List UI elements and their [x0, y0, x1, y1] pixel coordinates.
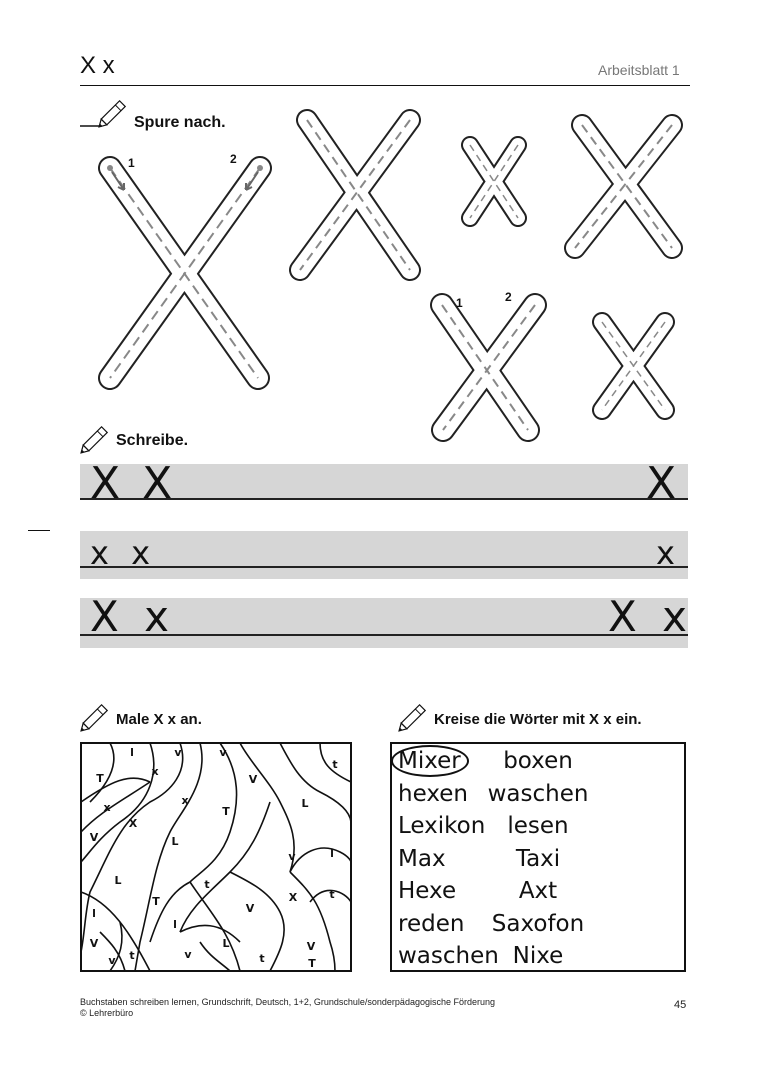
pencil-icon — [396, 700, 430, 732]
coloring-letter: T — [152, 895, 160, 908]
coloring-letter: v — [219, 746, 227, 759]
writing-line-3-sample: X x — [90, 592, 175, 641]
writing-line-band — [80, 531, 688, 579]
trace-letter-big-x — [107, 165, 263, 378]
writing-line-1-sample: X X — [90, 458, 177, 509]
word-item[interactable]: Lexikon — [398, 813, 486, 839]
write-instruction: Schreibe. — [116, 432, 189, 449]
coloring-letter: L — [301, 797, 309, 810]
writing-line-2-sample: x x — [90, 534, 157, 572]
circle-words-instruction: Kreise die Wörter mit X x ein. — [434, 711, 642, 728]
coloring-letter: X — [128, 817, 138, 830]
trace-letter-small-x — [470, 145, 518, 218]
trace-letter-lower-x — [442, 305, 535, 430]
coloring-letter: x — [181, 794, 189, 807]
coloring-letter: t — [204, 878, 210, 891]
pencil-icon — [78, 700, 112, 732]
coloring-letter: v — [174, 746, 182, 759]
coloring-letter: v — [184, 948, 192, 961]
coloring-letter: L — [114, 874, 122, 887]
coloring-letter: t — [332, 758, 338, 771]
writing-line-3-end: X x — [608, 592, 693, 641]
coloring-letter: l — [92, 907, 96, 920]
page-title: X x — [80, 52, 115, 79]
word-item[interactable]: waschen — [398, 943, 499, 969]
footer-copyright: © Lehrerbüro — [80, 1008, 134, 1018]
word-item[interactable]: Nixe — [512, 943, 564, 969]
word-item[interactable]: Axt — [518, 878, 558, 904]
word-item[interactable]: Saxofon — [491, 910, 585, 937]
coloring-letter: l — [130, 746, 134, 759]
coloring-letter: T — [96, 772, 104, 785]
coloring-letter: t — [259, 952, 265, 965]
worksheet-label: Arbeitsblatt 1 — [598, 62, 680, 78]
footer-source: Buchstaben schreiben lernen, Grundschrift, Deutsch, 1+2, Grundschule/sonderpädagogische Förderung — [80, 997, 496, 1007]
word-item[interactable]: hexen — [398, 780, 468, 807]
coloring-letter: V — [89, 831, 99, 844]
stroke-number: 1 — [456, 296, 463, 310]
trace-letter-small-x-right — [602, 322, 665, 410]
stroke-number: 2 — [230, 152, 237, 166]
coloring-letter: l — [330, 847, 334, 860]
writing-line-1-end: X — [646, 458, 677, 509]
word-item[interactable]: lesen — [507, 813, 569, 839]
coloring-letter: t — [329, 888, 335, 901]
coloring-letter: V — [306, 940, 316, 953]
writing-line-2-end: x — [656, 534, 675, 572]
coloring-letter: T — [222, 805, 230, 818]
word-item[interactable]: waschen — [487, 780, 589, 807]
coloring-letter: x — [103, 801, 111, 814]
coloring-letter: T — [308, 957, 316, 970]
coloring-letter: l — [173, 918, 177, 931]
coloring-letter: x — [151, 765, 159, 778]
coloring-letter: L — [222, 937, 230, 950]
stroke-number: 1 — [128, 156, 135, 170]
trace-letter-medium-x — [300, 120, 410, 270]
stroke-number: 2 — [505, 290, 512, 304]
coloring-letter: L — [171, 835, 179, 848]
coloring-picture[interactable] — [80, 742, 352, 972]
margin-mark — [28, 530, 50, 531]
color-instruction: Male X x an. — [116, 711, 202, 728]
coloring-letter: V — [245, 902, 255, 915]
word-item[interactable]: Mixer — [398, 748, 461, 774]
pencil-icon — [78, 422, 112, 454]
coloring-letter: V — [89, 937, 99, 950]
writing-baseline — [80, 566, 688, 568]
trace-instruction: Spure nach. — [134, 114, 226, 131]
word-item[interactable]: Taxi — [515, 845, 561, 872]
trace-letter-medium-x-right — [575, 125, 672, 248]
page-number: 45 — [674, 999, 687, 1011]
word-item[interactable]: reden — [398, 910, 465, 937]
coloring-letter: t — [129, 949, 135, 962]
word-item[interactable]: Max — [398, 845, 446, 872]
word-item[interactable]: Hexe — [398, 878, 457, 904]
word-item[interactable]: boxen — [503, 748, 573, 774]
tracing-letters — [0, 0, 768, 460]
coloring-letter: V — [248, 773, 258, 786]
coloring-letter: X — [288, 891, 298, 904]
coloring-letter: v — [108, 954, 116, 967]
coloring-letter: v — [288, 850, 296, 863]
